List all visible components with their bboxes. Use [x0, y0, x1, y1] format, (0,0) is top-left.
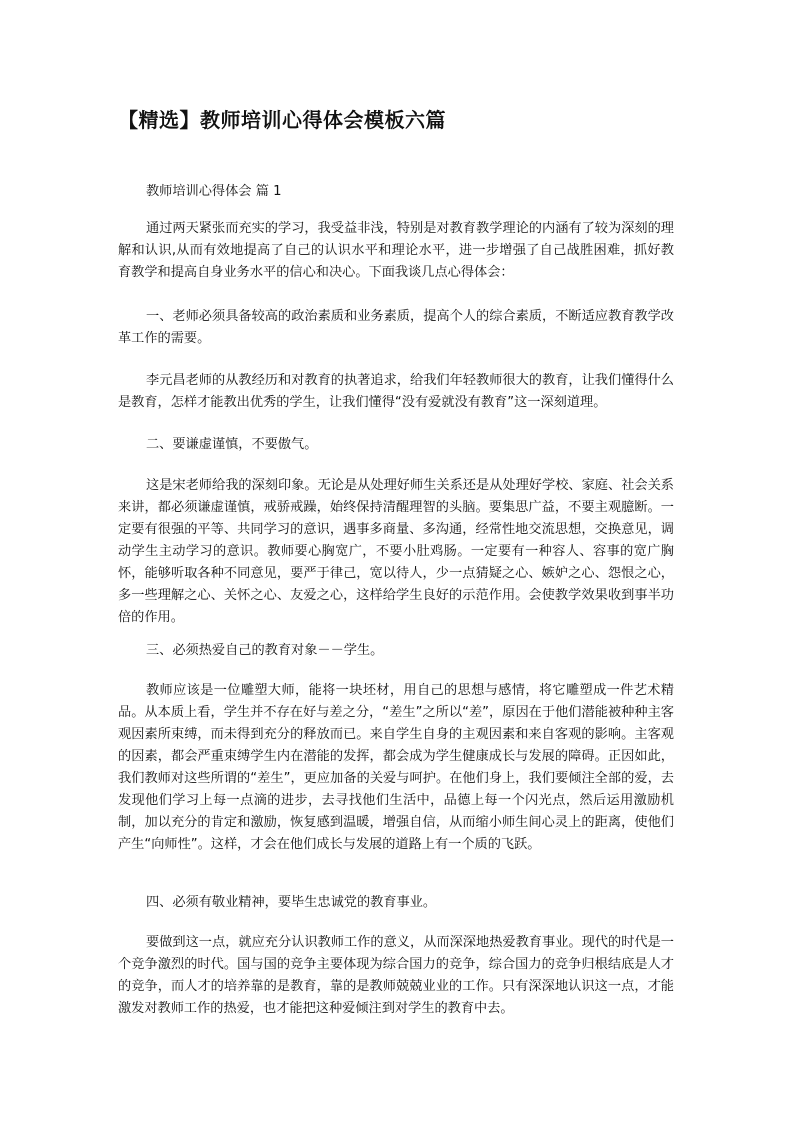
paragraph-point-1-body: 李元昌老师的从教经历和对教育的执著追求，给我们年轻教师很大的教育，让我们懂得什么是教育，怎样才能教出优秀的学生，让我们懂得“没有爱就没有教育”这一深刻道理。 — [118, 373, 674, 410]
paragraph-intro: 通过两天紧张而充实的学习，我受益非浅，特别是对教育教学理论的内涵有了较为深刻的理解和认识,从而有效地提高了自己的认识水平和理论水平，进一步增强了自己战胜困难，抓好教育教学和提高自身业务水平的信心和决心。下面我谈几点心得体会： — [118, 221, 674, 280]
paragraph-point-1: 一、老师必须具备较高的政治素质和业务素质，提高个人的综合素质，不断适应教育教学改革工作的需要。 — [118, 309, 674, 346]
document-title: 【精选】教师培训心得体会模板六篇 — [118, 108, 446, 132]
paragraph-point-3: 三、必须热爱自己的教育对象－－学生。 — [146, 643, 384, 658]
section-subtitle: 教师培训心得体会 篇 1 — [146, 184, 282, 199]
paragraph-point-4-body: 要做到这一点，就应充分认识教师工作的意义，从而深深地热爱教育事业。现代的时代是一个竞争激烈的时代。国与国的竞争主要体现为综合国力的竞争，综合国力的竞争归根结底是人才的竞争，而人才的培养靠的是教育，靠的是教师兢兢业业的工作。只有深深地认识这一点，才能激发对教师工作的热爱，也才能把这种爱倾注到对学生的教育中去。 — [118, 935, 674, 1016]
paragraph-point-2-body: 这是宋老师给我的深刻印象。无论是从处理好师生关系还是从处理好学校、家庭、社会关系来讲，都必须谦虚谨慎，戒骄戒躁，始终保持清醒理智的头脑。要集思广益，不要主观臆断。一定要有很强的平等、共同学习的意识，遇事多商量、多沟通，经常性地交流思想，交换意见，调动学生主动学习的意识。教师要心胸宽广，不要小肚鸡肠。一定要有一种容人、容事的宽广胸怀，能够听取各种不同意见，要严于律己，宽以待人，少一点猜疑之心、嫉妒之心、怨恨之心，多一些理解之心、关怀之心、友爱之心，这样给学生良好的示范作用。会使教学效果收到事半功倍的作用。 — [118, 478, 674, 625]
paragraph-point-4: 四、必须有敬业精神，要毕生忠诚党的教育事业。 — [146, 895, 437, 910]
paragraph-point-2: 二、要谦虚谨慎，不要傲气。 — [146, 437, 318, 452]
paragraph-point-3-body: 教师应该是一位雕塑大师，能将一块坯材，用自己的思想与感情，将它雕塑成一件艺术精品。从本质上看，学生并不存在好与差之分，“差生”之所以“差”，原因在于他们潜能被种种主客观因素所束缚，而未得到充分的释放而已。来自学生自身的主观因素和来自客观的影响。主客观的因素，都会严重束缚学生内在潜能的发挥，都会成为学生健康成长与发展的障碍。正因如此，我们教师对这些所谓的“差生”，更应加备的关爱与呵护。在他们身上，我们要倾注全部的爱，去发现他们学习上每一点滴的进步，去寻找他们生活中，品德上每一个闪光点，然后运用激励机制，加以充分的肯定和激励，恢复感到温暖，增强自信，从而缩小师生间心灵上的距离，使他们产生“向师性”。这样，才会在他们成长与发展的道路上有一个质的飞跃。 — [118, 683, 674, 852]
